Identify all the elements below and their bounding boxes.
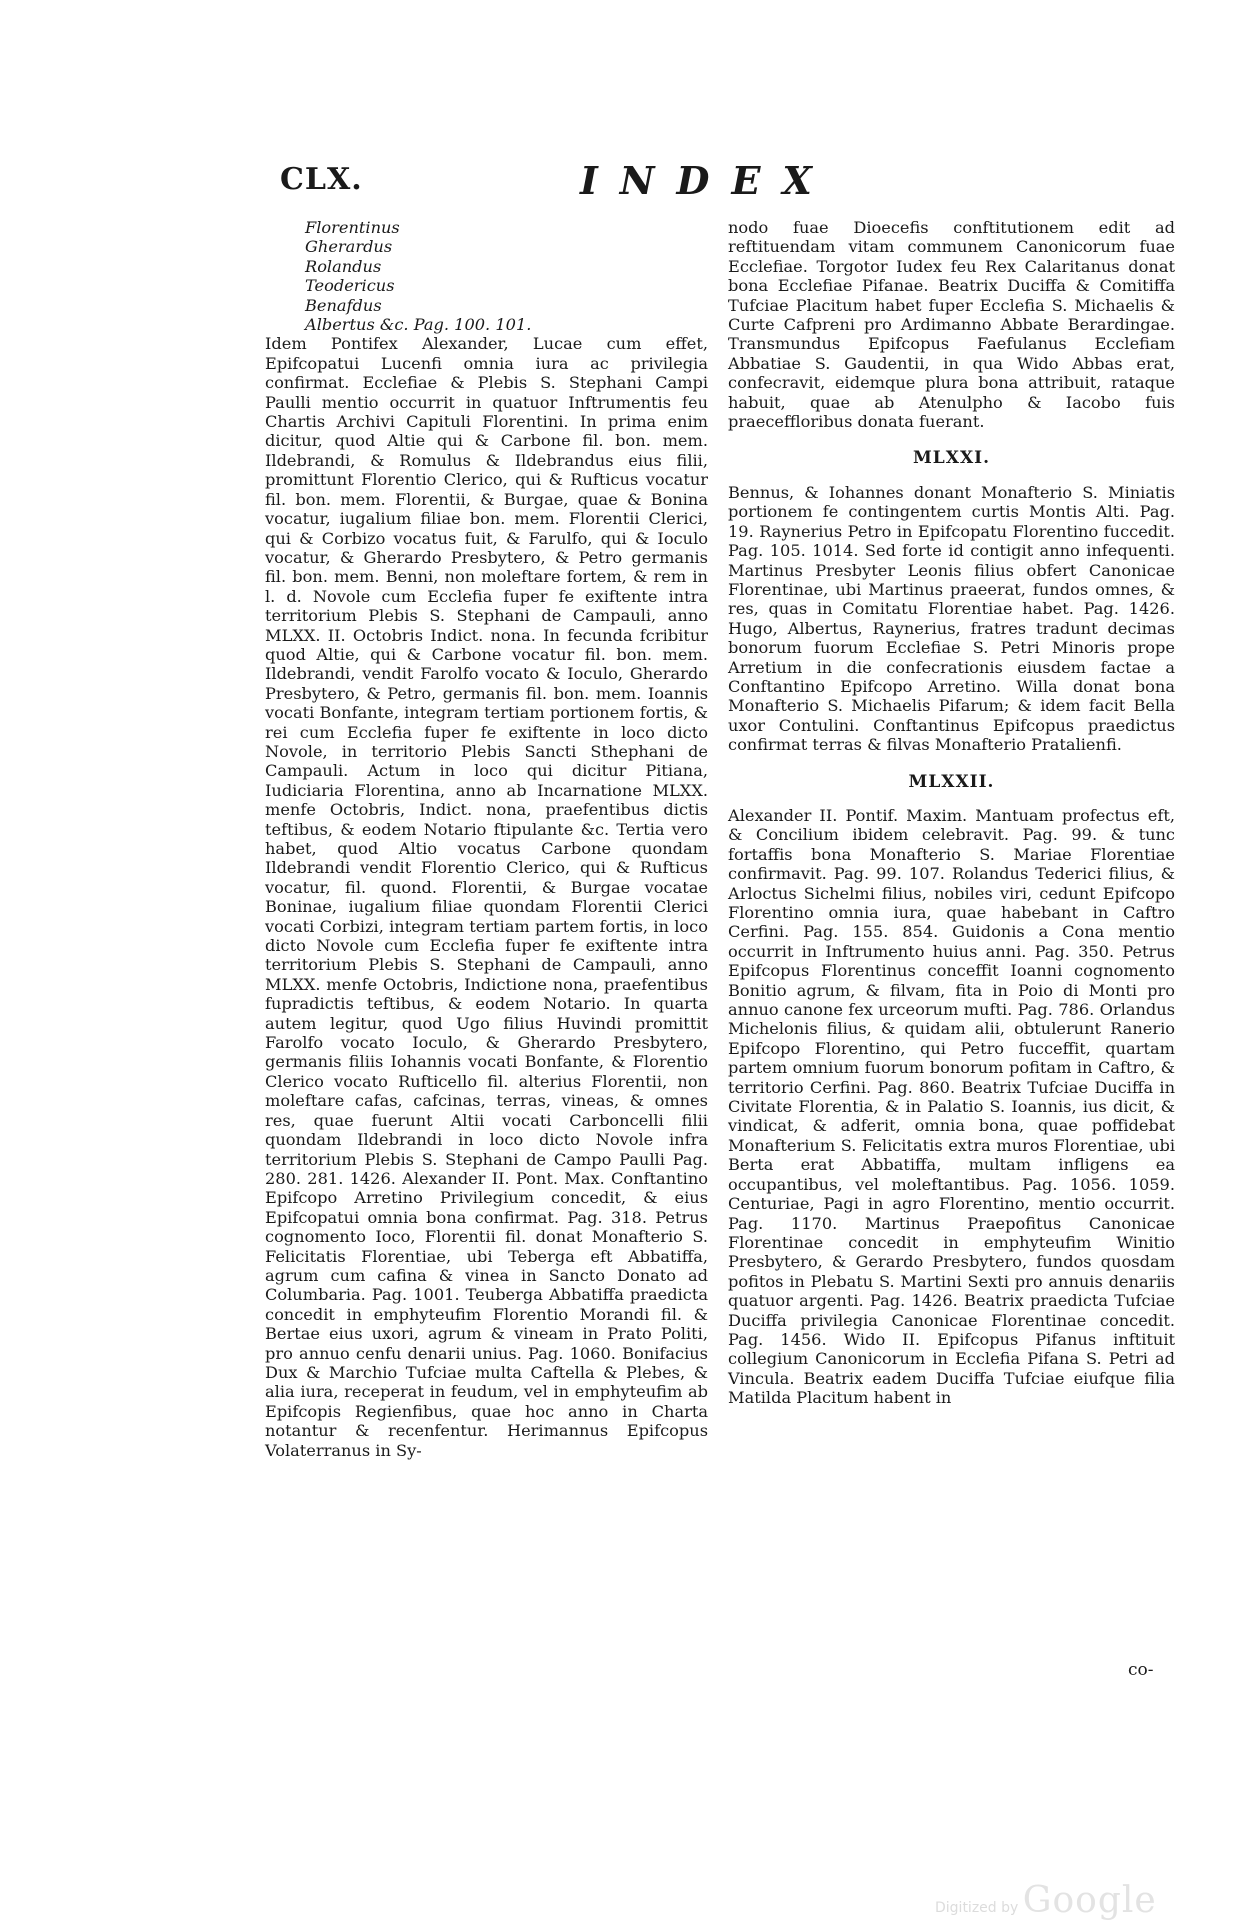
page-header bbox=[280, 158, 1180, 208]
watermark-small-text: Digitized by bbox=[935, 1900, 1019, 1916]
name-item: Benafdus bbox=[305, 295, 382, 315]
year-heading-1071: MLXXI. bbox=[912, 448, 991, 469]
right-intro-text: nodo fuae Dioecefis conftitutionem edit ad reftituendam vitam communem Canonicorum fuae Ecclefiae. Torgotor Iudex feu Rex Calaritanus donat bona Ecclefiae Pifanae. Beatrix Duciffa & Comitiffa Tufciae Placitum habet fuper Ecclefia S. Michaelis & Curte Cafpreni pro Ardimanno Abbate Berardingae. Transmundus Epifcopus Faefulanus Ecclefiam Abbatiae S. Gaudentii, in qua Wido Abbas erat, confecravit, eidemque plura bona attribuit, rataque habuit, quae ab Atenulpho & Iacobo fuis praeceffloribus donata fuerant. bbox=[728, 218, 1175, 432]
name-item: Gherardus bbox=[305, 237, 393, 257]
name-list bbox=[305, 218, 708, 334]
name-item: Albertus &c. Pag. 100. 101. bbox=[305, 315, 532, 335]
page-number: CLX. bbox=[280, 162, 363, 197]
left-column bbox=[265, 218, 708, 1460]
page-title: INDEX bbox=[580, 158, 834, 203]
section-1072-text: Alexander II. Pontif. Maxim. Mantuam profectus eft, & Concilium ibidem celebravit. Pag. 99. & tunc fortaffis bona Monafterio S. Mariae Florentiae confirmavit. Pag. 99. 107. Rolandus Tederici filius, & Arloctus Sichelmi filius, nobiles viri, cedunt Epifcopo Florentino omnia iura, quae habebant in Caftro Cerfini. Pag. 155. 854. Guidonis a Cona mentio occurrit in Inftrumento huius anni. Pag. 350. Petrus Epifcopus Florentinus conceffit Ioanni cognomento Bonitio agrum, & filvam, fita in Poio di Monti pro annuo canone fex urceorum mufti. Pag. 786. Orlandus Michelonis filius, & quidam alii, obtulerunt Ranerio Epifcopo Florentino, qui Petro fucceffit, quartam partem omnium fuorum bonorum pofitam in Caftro, & territorio Cerfini. Pag. 860. Beatrix Tufciae Duciffa in Civitate Florentia, & in Palatio S. Ioannis, ius dicit, & vindicat, & adferit, omnia bona, quae poffidebat Monafterium S. Felicitatis extra muros Florentiae, ubi Berta erat Abbatiffa, multam infligens ea occupantibus, vel moleftantibus. Pag. 1056. 1059. Centuriae, Pagi in agro Florentino, mentio occurrit. Pag. 1170. Martinus Praepofitus Canonicae Florentinae concedit in emphyteufim Winitio Presbytero, & Gerardo Presbytero, fundos quosdam pofitos in Plebatu S. Martini Sexti pro annuis denariis quatuor argenti. Pag. 1426. Beatrix praedicta Tufciae Duciffa privilegia Canonicae Florentinae concedit. Pag. 1456. Wido II. Epifcopus Pifanus inftituit collegium Canonicorum in Ecclefia Pifana S. Petri ad Vincula. Beatrix eadem Duciffa Tufciae eiufque filia Matilda Placitum habent in bbox=[728, 805, 1175, 1408]
right-column bbox=[728, 218, 1175, 1408]
section-1071-text: Bennus, & Iohannes donant Monafterio S. Miniatis portionem fe contingentem curtis Montis Alti. Pag. 19. Raynerius Petro in Epifcopatu Florentino fuccedit. Pag. 105. 1014. Sed forte id contigit anno infequenti. Martinus Presbyter Leonis filius obfert Canonicae Florentinae, ubi Martinus praeerat, fundos omnes, & res, quas in Comitatu Florentiae habet. Pag. 1426. Hugo, Albertus, Raynerius, fratres tradunt decimas bonorum fuorum Ecclefiae S. Petri Minoris prope Arretium in die confecrationis eiusdem factae a Conftantino Epifcopo Arretino. Willa donat bona Monafterio S. Michaelis Pifarum; & idem facit Bella uxor Contulini. Conftantinus Epifcopus praedictus confirmat terras & filvas Monafterio Pratalienfi. bbox=[728, 482, 1175, 755]
name-item: Florentinus bbox=[305, 218, 400, 237]
watermark-logo-text: Google bbox=[1022, 1880, 1157, 1921]
name-item: Rolandus bbox=[305, 256, 382, 276]
left-body-text: Idem Pontifex Alexander, Lucae cum effet, Epifcopatui Lucenfi omnia iura ac privilegia confirmat. Ecclefiae & Plebis S. Stephani Campi Paulli mentio occurrit in quatuor Inftrumentis feu Chartis Archivi Capituli Florentini. In prima enim dicitur, quod Altie qui & Carbone fil. bon. mem. Ildebrandi, & Romulus & Ildebrandus eius filii, promittunt Florentio Clerico, qui & Rufticus vocatur fil. bon. mem. Florentii, & Burgae, quae & Bonina vocatur, iugalium filiae bon. mem. Florentii Clerici, qui & Corbizo vocatus fuit, & Farulfo, qui & Ioculo vocatur, & Gherardo Presbytero, & Petro germanis fil. bon. mem. Benni, non moleftare fortem, & rem in l. d. Novole cum Ecclefia fuper fe exiftente intra territorium Plebis S. Stephani de Campauli, anno MLXX. II. Octobris Indict. nona. In fecunda fcribitur quod Altie, qui & Carbone vocatur fil. bon. mem. Ildebrandi, vendit Farolfo vocato & Ioculo, Gherardo Presbytero, & Petro, germanis fil. bon. mem. Ioannis vocati Bonfante, integram tertiam portionem fortis, & rei cum Ecclefia fuper fe exiftente in loco dicto Novole, in territorio Plebis Sancti Sthephani de Campauli. Actum in loco qui dicitur Pitiana, Iudiciaria Florentina, anno ab Incarnatione MLXX. menfe Octobris, Indict. nona, praefentibus dictis teftibus, & eodem Notario ftipulante &c. Tertia vero habet, quod Altio vocatus Carbone quondam Ildebrandi vendit Florentio Clerico, qui & Rufticus vocatur, fil. quond. Florentii, & Burgae vocatae Boninae, iugalium filiae quondam Florentii Clerici vocati Corbizi, integram tertiam partem fortis, in loco dicto Novole cum Ecclefia fuper fe exiftente intra territorium Plebis S. Stephani de Campauli, anno MLXX. menfe Octobris, Indictione nona, praefentibus fupradictis teftibus, & eodem Notario. In quarta autem legitur, quod Ugo filius Huvindi promittit Farolfo vocato Ioculo, & Gherardo Presbytero, germanis filiis Iohannis vocati Bonfante, & Florentio Clerico vocato Rufticello fil. alterius Florentii, non moleftare cafas, cafcinas, terras, vineas, & omnes res, quae fuerunt Altii vocati Carboncelli filii quondam Ildebrandi in loco dicto Novole infra territorium Plebis S. Stephani de Campo Paulli Pag. 280. 281. 1426. Alexander II. Pont. Max. Conftantino Epifcopo Arretino Privilegium concedit, & eius Epifcopatui omnia bona confirmat. Pag. 318. Petrus cognomento Ioco, Florentii fil. donat Monafterio S. Felicitatis Florentiae, ubi Teberga eft Abbatiffa, agrum cum cafina & vinea in Sancto Donato ad Columbaria. Pag. 1001. Teuberga Abbatiffa praedicta concedit in emphyteufim Florentio Morandi fil. & Bertae eius uxori, agrum & vineam in Prato Politi, pro annuo cenfu denarii unius. Pag. 1060. Bonifacius Dux & Marchio Tufciae multa Caftella & Plebes, & alia iura, receperat in feudum, vel in emphyteufim ab Epifcopis Regienfibus, quae hoc anno in Charta notantur & recenfentur. Herimannus Epifcopus Volaterranus in Sy- bbox=[265, 334, 708, 1460]
catchword: co- bbox=[1128, 1660, 1154, 1680]
year-heading-1072: MLXXII. bbox=[908, 771, 995, 792]
digitization-watermark bbox=[935, 1880, 1157, 1921]
name-item: Teodericus bbox=[305, 276, 395, 296]
